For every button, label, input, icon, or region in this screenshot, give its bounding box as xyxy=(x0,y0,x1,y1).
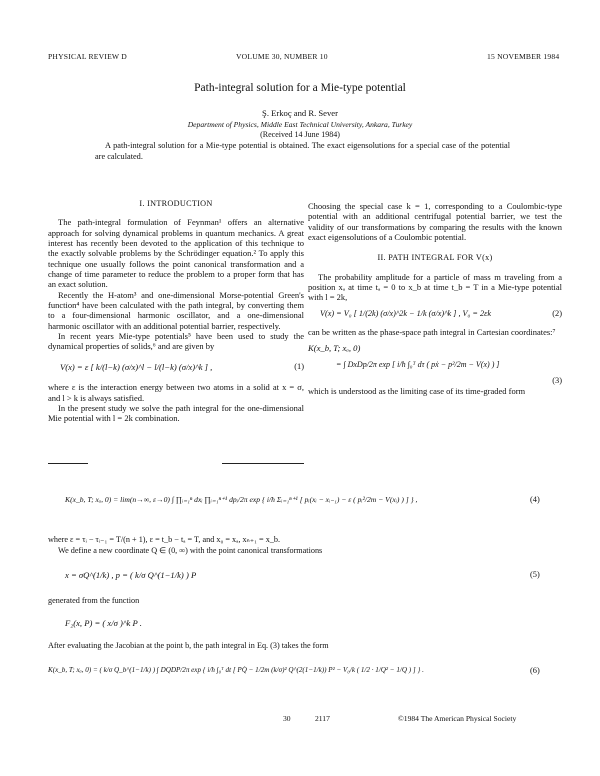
affiliation: Department of Physics, Middle East Technical University, Ankara, Turkey xyxy=(187,120,413,129)
equation-3-lhs: K(x_b, T; xₐ, 0) xyxy=(308,343,361,354)
right-paragraph-1: Choosing the special case k = 1, corresponding to a Coulombic-type potential with an additional centrifugal potential barrier, we test the validity of our transformations by comparing the results with the known exact eigensolutions of a Coulombic potential. xyxy=(308,201,562,243)
volume-number: VOLUME 30, NUMBER 10 xyxy=(236,52,328,61)
section-heading-path-integral: II. PATH INTEGRAL FOR V(x) xyxy=(377,253,493,263)
text-after-jacobian: After evaluating the Jacobian at the point b, the path integral in Eq. (3) takes the form xyxy=(48,641,329,650)
footer-volume: 30 xyxy=(283,714,291,723)
equation-3-rhs: = ∫ DxDp/2π exp [ i/ħ ∫₀ᵀ dτ ( pẋ − p²/2m − V(x) ) ] xyxy=(336,359,500,369)
right-paragraph-2: The probability amplitude for a particle of mass m traveling from a position xₐ at time tₐ = 0 to x_b at time t_b = T in a Mie-type potential with l = 2k, xyxy=(308,271,562,303)
intro-paragraph-4: where ε is the interaction energy between two atoms in a solid at x = σ, and l > k is always satisfied. xyxy=(48,382,304,403)
equation-6-number: (6) xyxy=(530,666,540,675)
equation-2-number: (2) xyxy=(552,308,562,318)
received-date: (Received 14 June 1984) xyxy=(260,130,340,139)
text-define-coordinate: We define a new coordinate Q ∈ (0, ∞) with the point canonical transformations xyxy=(58,546,323,555)
section-heading-introduction: I. INTRODUCTION xyxy=(139,199,213,208)
intro-paragraph-3: In recent years Mie-type potentials⁵ have been used to study the dynamical properties of solids,⁶ and are given by xyxy=(48,331,304,352)
left-column xyxy=(48,199,304,424)
footer-page-number: 2117 xyxy=(315,714,330,723)
equation-f2: F₂(x, P) = ( x/σ )^k P . xyxy=(65,618,142,628)
equation-4-number: (4) xyxy=(530,495,540,504)
text-generated: generated from the function xyxy=(48,596,140,605)
footer-copyright: ©1984 The American Physical Society xyxy=(398,714,517,723)
equation-1: V(x) = ε [ k/(l−k) (σ/x)^l − l/(l−k) (σ/x)^k ] , xyxy=(60,361,213,372)
intro-paragraph-5: In the present study we solve the path integral for the one-dimensional Mie potential with l = 2k combination. xyxy=(48,402,304,424)
issue-date: 15 NOVEMBER 1984 xyxy=(487,52,560,61)
journal-name: PHYSICAL REVIEW D xyxy=(48,52,127,61)
equation-3-number: (3) xyxy=(552,376,562,386)
intro-paragraph-2: Recently the H-atom³ and one-dimensional Morse-potential Green's function⁴ have been calculated with the path integral, by converting them to a four-dimensional harmonic oscillator, and a one-dimensional harmonic oscillator with an additional potential barrier, respectively. xyxy=(48,289,304,331)
paper-title: Path-integral solution for a Mie-type potential xyxy=(194,82,406,94)
authors: Ş. Erkoç and R. Sever xyxy=(262,108,338,118)
text-where: where ε = τᵢ − τᵢ₋₁ = T/(n + 1), ε = t_b − tₐ = T, and x₀ = xₐ, xₙ₊₁ = x_b. xyxy=(48,535,281,544)
intro-paragraph-1: The path-integral formulation of Feynman¹ offers an alternative approach for solving dynamical problems in quantum mechanics. A great interest has recently been devoted to the application of this technique to the exactly solvable problems by the Schrödinger equation.² To apply this technique one usually follows the point canonical transformation and a change of time parameter to reduce the problem to a proper form that has an exact solution. xyxy=(48,217,304,290)
right-paragraph-4: which is understood as the limiting case of its time-graded form xyxy=(308,386,526,397)
abstract: A path-integral solution for a Mie-type potential is obtained. The exact eigensolutions for a special case of the potential are calculated. xyxy=(95,141,510,161)
right-paragraph-3: can be written as the phase-space path integral in Cartesian coordinates:⁷ xyxy=(308,327,556,338)
equation-2: V(x) = V₀ [ 1/(2k) (σ/x)^2k − 1/k (σ/x)^k ] , V₀ = 2εk xyxy=(320,308,491,318)
right-column xyxy=(308,201,562,397)
divider-right xyxy=(222,463,304,464)
divider-left xyxy=(48,463,88,464)
equation-5-number: (5) xyxy=(530,570,540,579)
equation-5: x = σQ^(1/k) , p = ( k/σ Q^(1−1/k) ) P xyxy=(65,570,197,580)
equation-1-number: (1) xyxy=(294,361,304,371)
equation-4: K(x_b, T; xₐ, 0) = lim(n→∞, ε→0) ∫ ∏ᵢ₌₁ⁿ dxᵢ ∏ᵢ₌₁ⁿ⁺¹ dpᵢ/2π exp { i/ħ Σᵢ₌₁ⁿ⁺¹ [ pᵢ(xᵢ − xᵢ₋₁) − ε ( pᵢ²/2m − V(xᵢ) ) ] } , xyxy=(65,495,418,504)
equation-6: K(x_b, T; xₐ, 0) = ( k/σ Q_b^(1−1/k) ) ∫ DQDP/2π exp { i/ħ ∫₀ᵀ dt [ PQ̇ − 1/2m (k/σ)² Q^(2(1−1/k)) P² − V₀/k ( 1/2 · 1/Q² − 1/Q ) ] } . xyxy=(48,666,424,674)
